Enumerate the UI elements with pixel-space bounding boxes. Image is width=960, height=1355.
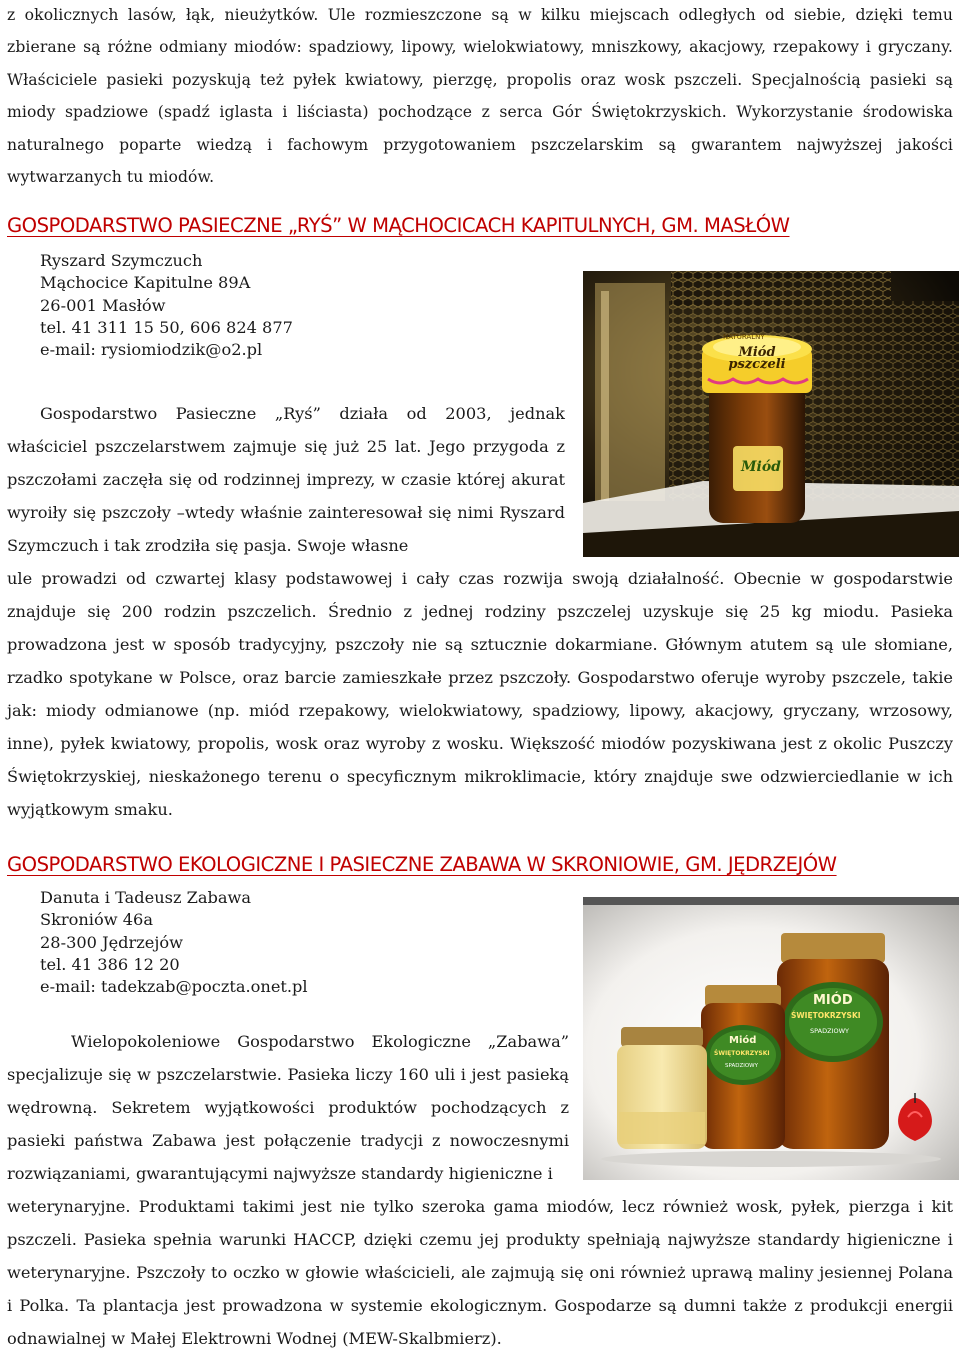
- farm1-contact-city: 26-001 Masłów: [40, 295, 166, 315]
- farm2-photo-big-jar-mid: ŚWIĘTOKRZYSKI: [791, 1011, 861, 1020]
- farm2-photo-big-jar-bottom: SPADZIOWY: [810, 1027, 849, 1035]
- farm2-paragraph-wrapped-text: Wielopokoleniowe Gospodarstwo Ekologiczne „Zabawa” specjalizuje się w pszczelarstwie. Pasieka liczy 160 uli i jest pasieką wędrowną. Sekretem wyjątkowości produktów pochodzących z pasieki państwa Zabawa jest połączenie tradycji z nowoczesnymi rozwiązaniami, gwarantującymi najwyższe standardy higieniczne i: [7, 1032, 569, 1183]
- farm1-contact-phone: tel. 41 311 15 50, 606 824 877: [40, 317, 293, 337]
- farm2-contact: [40, 887, 308, 998]
- farm2-contact-phone: tel. 41 386 12 20: [40, 954, 180, 974]
- farm1-paragraph-wrapped: [7, 397, 565, 562]
- farm2-photo-small-jar-mid: ŚWIĘTOKRZYSKI: [714, 1050, 770, 1057]
- farm2-contact-name: Danuta i Tadeusz Zabawa: [40, 888, 252, 907]
- farm2-contact-city: 28-300 Jędrzejów: [40, 932, 184, 952]
- farm2-contact-email: e-mail: tadekzab@poczta.onet.pl: [40, 977, 308, 997]
- farm1-photo-jar-label: Miód: [741, 459, 781, 475]
- farm2-honey-jars-photo: [583, 897, 959, 1180]
- farm2-paragraph-wrapped: [7, 1025, 569, 1190]
- farm1-photo-brand-label: NATURALNY: [723, 333, 765, 341]
- farm1-paragraph-wrapped-text: Gospodarstwo Pasieczne „Ryś” działa od 2003, jednak właściciel pszczelarstwem zajmuje się już 25 lat. Jego przygoda z pszczołami zaczęła się od rodzinnej imprezy, w czasie której akurat wyroiły się pszczoły –wtedy właśnie zainteresował się nimi Ryszard Szymczuch i tak zrodziła się pasja. Swoje własne: [7, 404, 565, 555]
- intro-paragraph: z okolicznych lasów, łąk, nieużytków. Ule rozmieszczone są w kilku miejscach odległych od siebie, dzięki temu zbierane są różne odmiany miodów: spadziowy, lipowy, wielokwiatowy, mniszkowy, akacjowy, rzepakowy i gryczany. Właściciele pasieki pozyskują też pyłek kwiatowy, pierzgę, propolis oraz wosk pszczeli. Specjalnością pasieki są miody spadziowe (spadź iglasta i liściasta) pochodzące z serca Gór Świętokrzyskich. Wykorzystanie środowiska naturalnego poparte wiedzą i fachowym przygotowaniem pszczelarskim są gwarantem najwyższej jakości wytwarzanych tu miodów.: [7, 6, 953, 187]
- farm2-heading: GOSPODARSTWO EKOLOGICZNE I PASIECZNE ZABAWA W SKRONIOWIE, GM. JĘDRZEJÓW: [7, 853, 837, 876]
- farm1-contact-street: Mąchocice Kapitulne 89A: [40, 273, 251, 293]
- farm2-photo-small-jar-top: Miód: [729, 1035, 757, 1046]
- farm2-photo-big-jar-top: MIÓD: [813, 993, 853, 1008]
- farm2-photo-small-jar-bottom: SPADZIOWY: [725, 1063, 758, 1069]
- farm1-contact-email: e-mail: rysiomiodzik@o2.pl: [40, 340, 263, 360]
- farm1-heading: GOSPODARSTWO PASIECZNE „RYŚ” W MĄCHOCICACH KAPITULNYCH, GM. MASŁÓW: [7, 214, 790, 237]
- farm1-contact: [40, 250, 293, 361]
- farm1-photo-product-label: Miód pszczeli: [728, 345, 786, 372]
- farm1-contact-name: Ryszard Szymczuch: [40, 251, 203, 270]
- farm2-paragraph-full: weterynaryjne. Produktami takimi jest nie tylko szeroka gama miodów, lecz również wosk, pyłek, pierzga i kit pszczeli. Pasieka spełnia warunki HACCP, dzięki czemu jej produkty spełniają najwyższe standardy higieniczne i weterynaryjne. Pszczoły to oczko w głowie właścicieli, ale zajmują się oni również uprawą maliny jesiennej Polana i Polka. Ta plantacja jest prowadzona w systemie ekologicznym. Gospodarze są dumni także z produkcji energii odnawialnej w Małej Elektrowni Wodnej (MEW-Skalbmierz).: [7, 1197, 953, 1348]
- farm1-paragraph-full: ule prowadzi od czwartej klasy podstawowej i cały czas rozwija swoją działalność. Obecnie w gospodarstwie znajduje się 200 rodzin pszczelich. Średnio z jednej rodziny pszczelej uzyskuje się 25 kg miodu. Pasieka prowadzona jest w sposób tradycyjny, pszczoły nie są sztucznie dokarmiane. Głównym atutem są ule słomiane, rzadko spotykane w Polsce, oraz barcie zamieszkałe przez pszczoły. Gospodarstwo oferuje wyroby pszczele, takie jak: miody odmianowe (np. miód rzepakowy, wielokwiatowy, spadziowy, lipowy, akacjowy, gryczany, wrzosowy, inne), pyłek kwiatowy, propolis, wosk oraz wyroby z wosku. Większość miodów pozyskiwana jest z okolic Puszczy Świętokrzyskiej, nieskażonego terenu o specyficznym mikroklimacie, który znajduje swe odzwierciedlanie w ich wyjątkowym smaku.: [7, 569, 953, 819]
- farm2-contact-street: Skroniów 46a: [40, 910, 153, 930]
- farm1-honey-jar-photo: [583, 271, 959, 557]
